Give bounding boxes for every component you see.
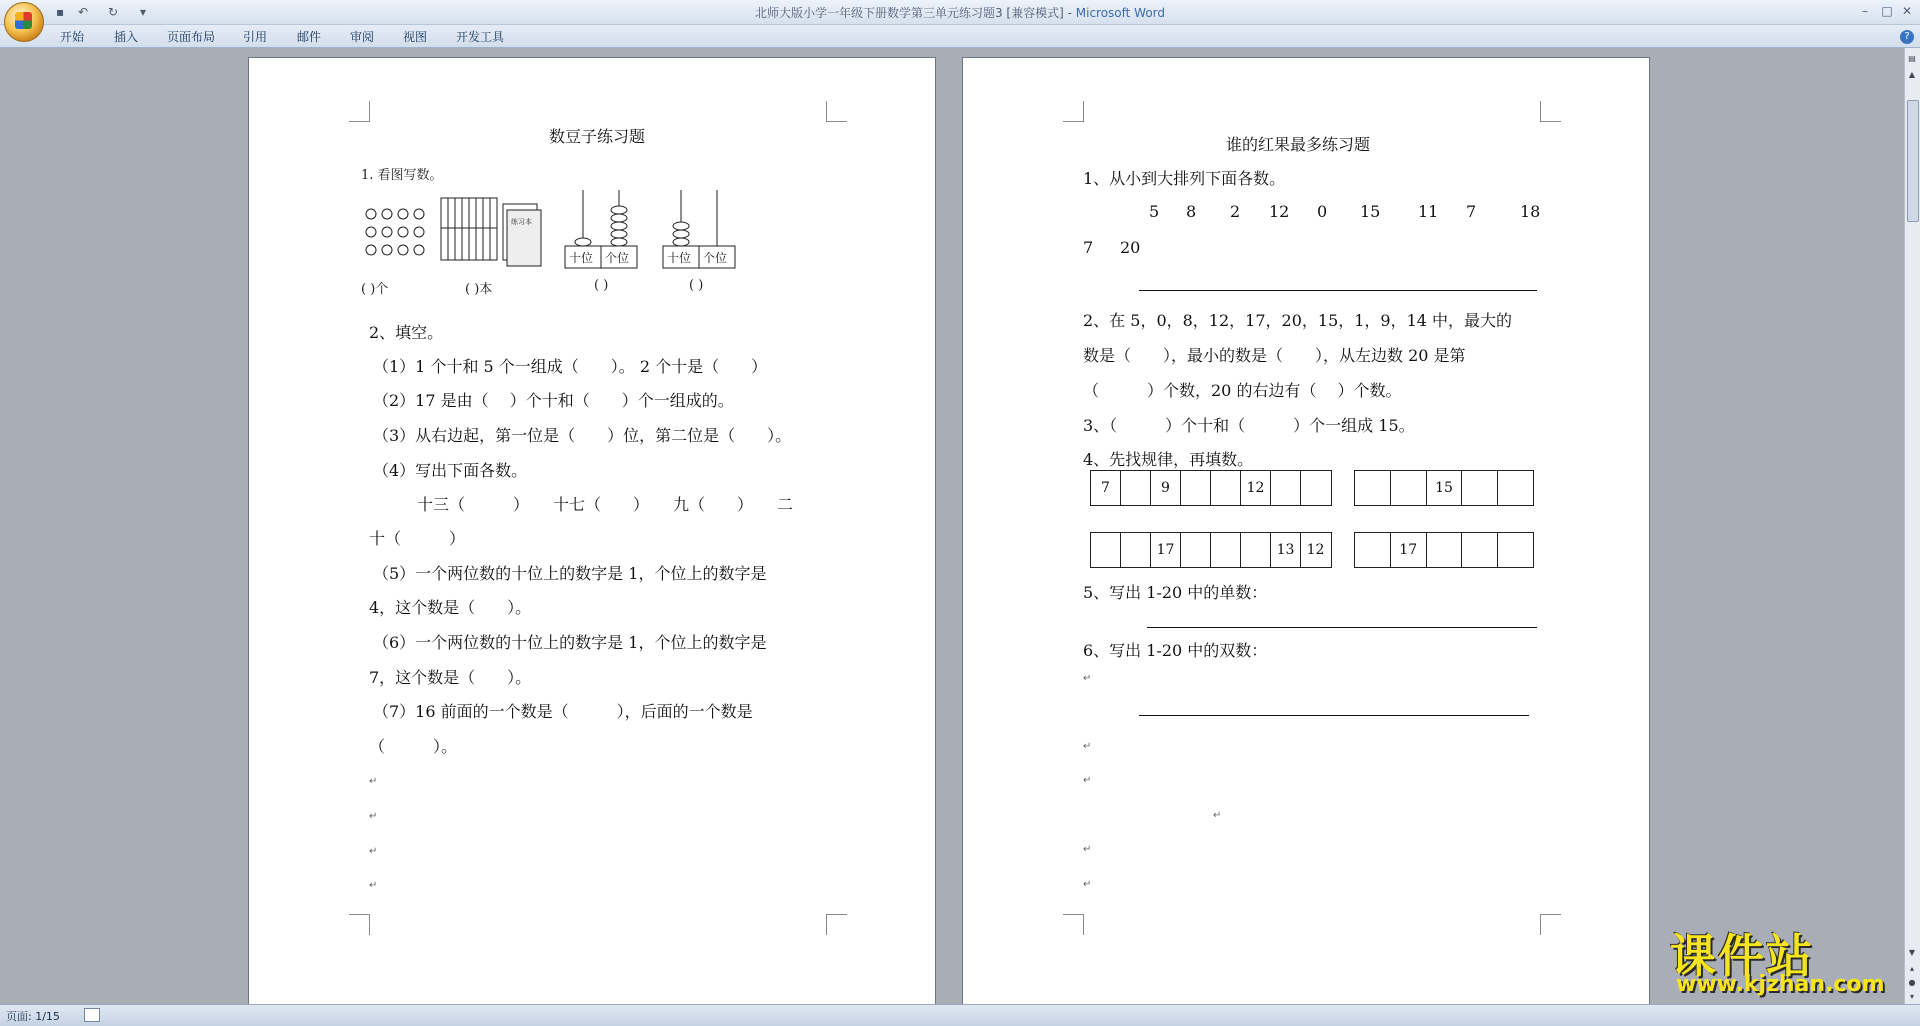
close-icon[interactable]: ✕	[1901, 4, 1913, 18]
question-2-line: 2、在 5，0，8，12，17，20，15，1，9，14 中，最大的	[1083, 311, 1513, 330]
customize-qat-icon[interactable]: ▾	[140, 5, 147, 19]
crop-mark	[1063, 914, 1084, 935]
sequence-cell[interactable]	[1498, 533, 1533, 567]
sequence-cell[interactable]	[1241, 533, 1271, 567]
sequence-cell[interactable]: 13	[1271, 533, 1301, 567]
sequence-cell[interactable]	[1181, 471, 1211, 505]
sequence-cell[interactable]	[1121, 471, 1151, 505]
number: 7	[1083, 238, 1094, 257]
question-line: （6）一个两位数的十位上的数字是 1，个位上的数字是	[373, 633, 767, 652]
sequence-cell[interactable]	[1211, 471, 1241, 505]
question-1-label: 1. 看图写数。	[361, 168, 443, 183]
sequence-cell[interactable]: 17	[1391, 533, 1427, 567]
crop-mark	[349, 101, 370, 122]
page-count[interactable]: 页面: 1/15	[6, 1010, 60, 1023]
page-title: 谁的红果最多练习题	[1226, 135, 1371, 154]
watermark	[1670, 920, 1900, 1000]
answer-line	[1139, 715, 1529, 716]
tab-references[interactable]: 引用	[243, 30, 268, 44]
browse-object-icon[interactable]: ●	[1908, 978, 1916, 987]
sequence-cell[interactable]	[1091, 533, 1121, 567]
question-line: （5）一个两位数的十位上的数字是 1，个位上的数字是	[373, 564, 767, 583]
sequence-cell[interactable]	[1355, 533, 1391, 567]
number: 12	[1269, 202, 1290, 221]
number: 15	[1360, 202, 1381, 221]
crop-mark	[1540, 101, 1561, 122]
answer-line	[1139, 290, 1537, 291]
abacus-label: 十位	[667, 251, 692, 265]
previous-page-icon[interactable]: ▴	[1909, 964, 1914, 973]
question-line: （3）从右边起，第一位是（ ）位，第二位是（ ）。	[373, 426, 792, 445]
question-3: 3、（ ）个十和（ ）个一组成 15。	[1083, 416, 1415, 435]
office-button[interactable]	[4, 2, 44, 42]
redo-icon[interactable]: ↻	[108, 5, 119, 19]
answer-line	[1147, 627, 1537, 628]
crop-mark	[1063, 101, 1084, 122]
question-1-illustration	[361, 184, 741, 284]
sequence-row-2	[1354, 470, 1534, 506]
crop-mark	[349, 914, 370, 935]
beads-icon	[366, 209, 424, 255]
sequence-cell[interactable]: 17	[1151, 533, 1181, 567]
book-bundle-icon	[441, 198, 541, 266]
question-line: 7，这个数是（ ）。	[369, 668, 532, 687]
number: 7	[1466, 202, 1477, 221]
tab-home[interactable]: 开始	[60, 30, 85, 44]
paragraph-mark: ↵	[369, 846, 378, 857]
number: 20	[1120, 238, 1141, 257]
ruler-toggle-icon[interactable]: ▤	[1908, 54, 1916, 63]
sequence-cell[interactable]	[1211, 533, 1241, 567]
abacus-label: 个位	[605, 251, 630, 265]
tab-page-layout[interactable]: 页面布局	[167, 30, 216, 44]
paragraph-mark: ↵	[1083, 741, 1092, 752]
vertical-scrollbar[interactable]	[1904, 48, 1920, 1004]
next-page-icon[interactable]: ▾	[1909, 992, 1914, 1001]
tab-insert[interactable]: 插入	[114, 30, 139, 44]
proofing-icon[interactable]	[84, 1008, 100, 1022]
abacus-label: 个位	[703, 251, 728, 265]
crop-mark	[826, 914, 847, 935]
question-2-line: 数是（ ），最小的数是（ ），从左边数 20 是第	[1083, 346, 1466, 365]
sequence-cell[interactable]	[1355, 471, 1391, 505]
blank-books: ( )本	[465, 282, 493, 297]
number: 18	[1520, 202, 1541, 221]
scroll-down-icon[interactable]: ▼	[1908, 948, 1916, 957]
document-title: 北师大版小学一年级下册数学第三单元练习题3 [兼容模式] -	[754, 6, 1076, 20]
help-icon[interactable]: ?	[1900, 30, 1914, 44]
undo-icon[interactable]: ↶	[78, 5, 89, 19]
book-label: 练习本	[511, 218, 532, 226]
page-1[interactable]	[249, 58, 935, 1004]
document-workspace[interactable]	[0, 48, 1905, 1004]
question-6: 6、写出 1-20 中的双数：	[1083, 641, 1268, 660]
blank-abacus-1: ( )	[594, 278, 609, 293]
question-line: （2）17 是由（ ）个十和（ ）个一组成的。	[373, 391, 734, 410]
question-4: 4、先找规律，再填数。	[1083, 450, 1254, 469]
watermark-title: 课件站	[1670, 929, 1814, 983]
question-5: 5、写出 1-20 中的单数：	[1083, 583, 1268, 602]
save-icon[interactable]: ▪	[56, 5, 65, 19]
question-line: （4）写出下面各数。	[373, 461, 528, 480]
abacus-label: 十位	[569, 251, 594, 265]
number: 5	[1149, 202, 1160, 221]
app-name: Microsoft Word	[1075, 6, 1166, 20]
tab-review[interactable]: 审阅	[350, 30, 375, 44]
question-2-line: （ ）个数，20 的右边有（ ）个数。	[1083, 381, 1402, 400]
question-line: 十三（ ） 十七（ ） 九（ ） 二	[417, 495, 794, 514]
sequence-cell[interactable]	[1498, 471, 1533, 505]
question-line: （ ）。	[369, 737, 458, 756]
paragraph-mark: ↵	[1083, 844, 1092, 855]
sequence-cell[interactable]: 12	[1306, 542, 1325, 558]
window-title	[0, 4, 1920, 21]
restore-icon[interactable]: □	[1881, 4, 1893, 18]
sequence-cell[interactable]	[1391, 471, 1427, 505]
blank-count: ( )个	[361, 282, 389, 297]
sequence-cell[interactable]: 7	[1091, 471, 1121, 505]
sequence-row-1	[1090, 470, 1332, 506]
ribbon-tabs	[0, 25, 1920, 48]
number: 11	[1418, 202, 1439, 221]
sequence-cell[interactable]	[1301, 471, 1330, 505]
scroll-up-icon[interactable]: ▲	[1908, 70, 1916, 79]
sequence-cell[interactable]	[1271, 471, 1301, 505]
question-line: 十（ ）	[369, 529, 466, 548]
question-1: 1、从小到大排列下面各数。	[1083, 169, 1286, 188]
minimize-icon[interactable]: –	[1862, 4, 1868, 18]
paragraph-mark: ↵	[1083, 879, 1092, 890]
blank-abacus-2: ( )	[689, 278, 704, 293]
page-title: 数豆子练习题	[549, 127, 646, 146]
question-line: （7）16 前面的一个数是（ ），后面的一个数是	[373, 702, 753, 721]
page-2[interactable]	[963, 58, 1649, 1004]
sequence-cell[interactable]: 15	[1427, 471, 1463, 505]
paragraph-mark: ↵	[369, 776, 378, 787]
status-bar	[0, 1004, 1920, 1026]
tab-mailings[interactable]: 邮件	[297, 30, 322, 44]
question-line: 4，这个数是（ ）。	[369, 598, 532, 617]
scroll-thumb[interactable]	[1907, 100, 1919, 222]
crop-mark	[826, 101, 847, 122]
paragraph-mark: ↵	[1083, 775, 1092, 786]
sequence-cell[interactable]: 12	[1241, 471, 1271, 505]
title-bar	[0, 0, 1920, 25]
paragraph-mark: ↵	[1083, 673, 1092, 684]
tab-view[interactable]: 视图	[403, 30, 428, 44]
sequence-row-3	[1090, 532, 1332, 568]
sequence-cell[interactable]	[1462, 471, 1498, 505]
sequence-row-4	[1354, 532, 1534, 568]
crop-mark	[1540, 914, 1561, 935]
number: 0	[1317, 202, 1328, 221]
sequence-cell[interactable]: 9	[1151, 471, 1181, 505]
question-2-heading: 2、填空。	[369, 323, 444, 342]
number: 2	[1230, 202, 1241, 221]
watermark-url: www.kjzhan.com	[1676, 972, 1885, 997]
paragraph-mark: ↵	[369, 811, 378, 822]
paragraph-mark: ↵	[1213, 810, 1222, 821]
sequence-cell[interactable]	[1427, 533, 1463, 567]
paragraph-mark: ↵	[369, 880, 378, 891]
office-logo-icon	[15, 12, 32, 29]
sequence-cell[interactable]	[1181, 533, 1211, 567]
question-line: （1）1 个十和 5 个一组成（ ）。 2 个十是（ ）	[373, 357, 768, 376]
number: 8	[1186, 202, 1197, 221]
tab-developer[interactable]: 开发工具	[456, 30, 505, 44]
sequence-cell[interactable]	[1121, 533, 1151, 567]
sequence-cell[interactable]	[1462, 533, 1498, 567]
